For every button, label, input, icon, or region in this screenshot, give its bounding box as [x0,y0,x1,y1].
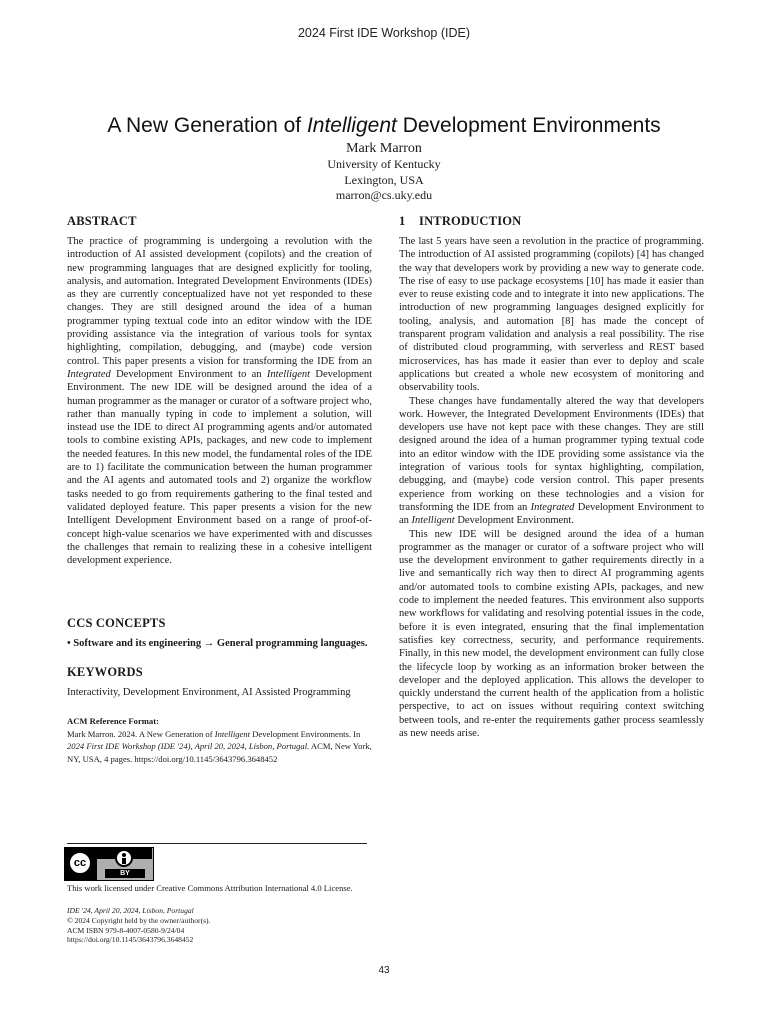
ccs-concept-item: • Software and its engineering → General programming languages. [67,638,368,650]
author-block [0,140,768,204]
intro-paragraph-1: The last 5 years have seen a revolution in the practice of programming. The introduction of AI assisted programming (copilots) [4] has changed the way that developers work by providing a new way to generate code. The rise of easy to use package ecosystems [10] has made it easier than ever to reuse existing code and to integrate it into new applications. The introduction of new programming languages designed explicitly for tooling, analysis, and automation [8] has made the concept of transparent program validation and analysis a real possibility. The rise of distributed cloud programming, with serverless and REST based microservices, has has made it easier than ever to deploy and scale applications but created a whole new ecosystem of monitoring and observability tools. [399,236,704,394]
by-label: BY [105,869,145,878]
copyright-line: © 2024 Copyright held by the owner/author(s). [67,915,211,925]
copyright-block [67,906,211,945]
author-location: Lexington, USA [344,172,424,187]
author-name: Mark Marron [346,141,422,156]
keywords-section [67,665,372,699]
title-emphasis: Intelligent [306,114,397,138]
attribution-person-icon [115,849,133,867]
author-affiliation: University of Kentucky [327,157,441,171]
intro-paragraph-3: This new IDE will be designed around the idea of a human programmer as the manager or curator of a software project who will use the development environment to gather requirements directly in a live and semantically rich way then to direct AI programming agents and/or automated tools to combine existing APIs, packages, and new code to implement the needed features. This environment also supports new workflows for validating and resolving potential issues in the code, before it is even integrated, ensuring that the final implementation satisfies key correctness, security, and performance requirements. Finally, in this new model, the development environment can fully close the lifecycle loop by working as an information broker between the developer and the deployed application. This allows the developer to quickly understand the current health of the application from a holistic perspective, to act on issues without requiring context switching between tools, and re-enter the requirements gather process seamlessly as new needs arise. [399,528,704,739]
venue-line: IDE '24, April 20, 2024, Lisbon, Portugal [67,906,194,915]
author-email[interactable]: marron@cs.uky.edu [335,188,433,202]
page-number: 43 [378,965,390,976]
left-column [67,214,372,766]
abstract-text: The practice of programming is undergoing a revolution with the introduction of AI assisted development (copilots) and the creation of new programming languages that are designed explicitly for tooling, analysis, and automation. Integrated Development Environments (IDEs) as they are currently conceptualized have not yet responded to these changes. They are still designed around the idea of a human programmer typing textual code into an editor window with the IDE providing assistance via the integration of various tools for syntax highlighting, compilation, debugging, and (maybe) code version control. This paper presents a vision for transforming the IDE from an Integrated Development Environment to an Intelligent Development Environment. The new IDE will be designed around the idea of a human programmer as the manager or curator of a software project who, rather than manually typing in code to implement a solution, will instead use the IDE to direct AI programming agents and/or automated tools to combine existing APIs, packages, and new code to implement the needed features. In this new model, the fundamental roles of the IDE are to 1) facilitate the communication between the human programmer and the AI agents and automated tools and 2) organize the workflow tasks needed to go from requirements gathering to the final tested and validated deployed feature. This paper presents a vision for the new Intelligent Development Environment based on a range of proof-of-concept high-value scenarios we have experimented with and discusses the challenges that remain to realizing these in a cohesive intelligent development experience. [67,236,372,567]
isbn-line: ACM ISBN 979-8-4007-0580-9/24/04 [67,925,185,935]
right-column [399,214,704,740]
keywords-heading: KEYWORDS [67,664,143,679]
license-divider [67,843,367,844]
cc-icon: cc [68,851,92,875]
intro-paragraph-2: These changes have fundamentally altered the way that developers work. However, the Integrated Development Environments (IDEs) that developers use have not kept pace with these changes. They are still designed around the idea of a human programmer typing textual code into an editor window with the IDE providing some assistance via the integration of various tools for syntax highlighting, compilation, debugging, and (maybe) code version control. This paper presents experience from working on these technologies and a vision for transforming the IDE from an Integrated Development Environment to an Intelligent Development Environment. [399,395,704,527]
acm-reference-format [67,715,372,766]
acm-reference-label: ACM Reference Format: [67,716,159,727]
keywords-text: Interactivity, Development Environment, AI Assisted Programming [67,686,351,698]
introduction-heading: 1 INTRODUCTION [399,214,522,228]
acm-reference-text: Mark Marron. 2024. A New Generation of Intelligent Development Environments. In 2024 First IDE Workshop (IDE '24), April 20, 2024, Lisbon, Portugal. ACM, New York, NY, USA, 4 pages. https://doi.org/10.1145/3643796.3648452 [67,728,372,765]
paper-title: A New Generation of Intelligent Development Environments [107,114,661,138]
ccs-concepts-heading: CCS CONCEPTS [67,616,166,631]
doi-line[interactable]: https://doi.org/10.1145/3643796.3648452 [67,935,194,945]
abstract-heading: ABSTRACT [67,214,137,228]
license-text: This work licensed under Creative Commons Attribution International 4.0 License. [67,883,353,893]
cc-by-license-badge[interactable] [64,847,154,881]
running-head: 2024 First IDE Workshop (IDE) [297,26,471,40]
ccs-concepts-section [67,616,372,650]
